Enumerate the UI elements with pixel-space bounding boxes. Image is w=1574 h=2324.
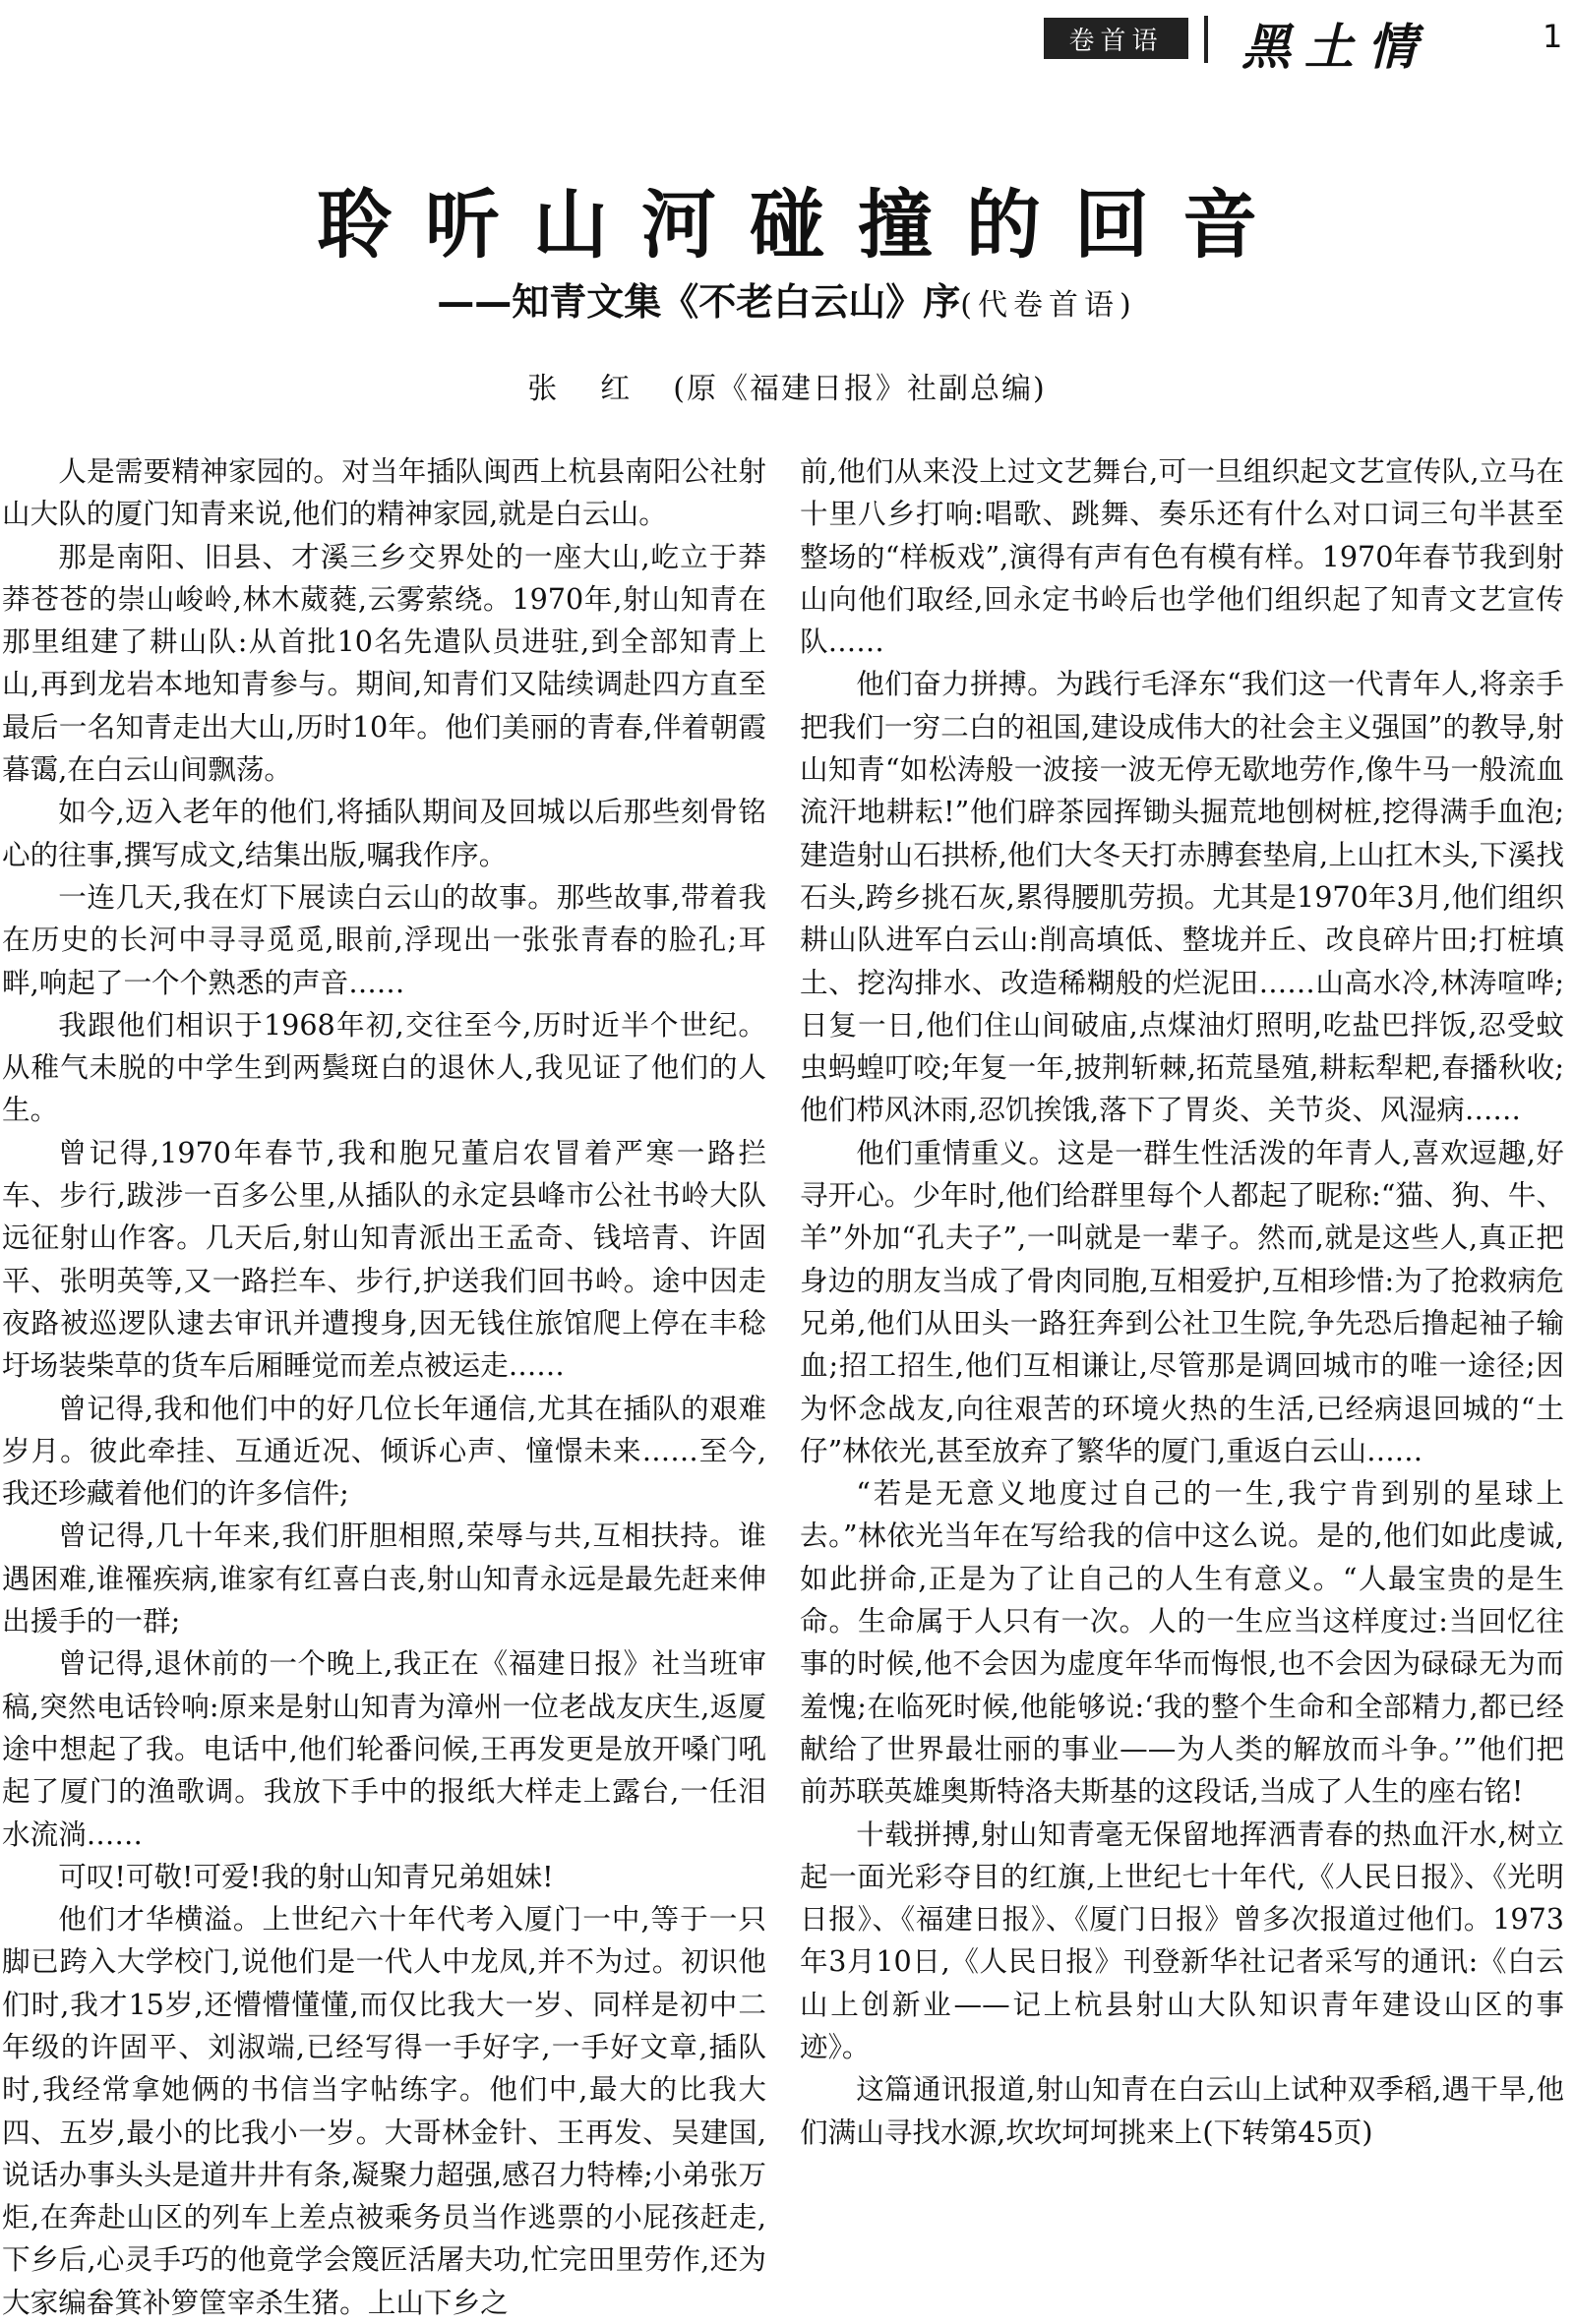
paragraph: 如今,迈入老年的他们,将插队期间及回城以后那些刻骨铭心的往事,撰写成文,结集出版,嘱我作序。	[2, 795, 766, 871]
right-column	[800, 450, 1564, 2280]
section-label: 卷首语	[1044, 18, 1188, 59]
paragraph: 我跟他们相识于1968年初,交往至今,历时近半个世纪。从稚气未脱的中学生到两鬓斑白的退休人,我见证了他们的人生。	[2, 1007, 766, 1127]
author-note: (原《福建日报》社副总编)	[673, 372, 1047, 406]
left-column	[2, 450, 766, 2319]
magazine-logo: 黑土情	[1241, 18, 1430, 76]
paragraph: 曾记得,我和他们中的好几位长年通信,尤其在插队的艰难岁月。彼此牵挂、互通近况、倾诉心声、憧憬未来……至今,我还珍藏着他们的许多信件;	[2, 1391, 766, 1511]
paragraph: “若是无意义地度过自己的一生,我宁肯到别的星球上去。”林依光当年在写给我的信中这么说。是的,他们如此虔诚,如此拼命,正是为了让自己的人生有意义。“人最宝贵的是生命。生命属于人只有一次。人的一生应当这样度过:当回忆往事的时候,他不会因为虚度年华而悔恨,也不会因为碌碌无为而羞愧;在临死时候,他能够说:‘我的整个生命和全部精力,都已经献给了世界最壮丽的事业——为人类的解放而斗争。’”他们把前苏联英雄奥斯特洛夫斯基的这段话,当成了人生的座右铭!	[800, 1476, 1564, 1809]
byline	[0, 364, 1574, 407]
article-title: 聆听山河碰撞的回音	[317, 181, 1291, 268]
paragraph: 曾记得,几十年来,我们肝胆相照,荣辱与共,互相扶持。谁遇困难,谁罹疾病,谁家有红喜白丧,射山知青永远是最先赶来伸出援手的一群;	[2, 1519, 766, 1639]
paragraph: 曾记得,1970年春节,我和胞兄董启农冒着严寒一路拦车、步行,跋涉一百多公里,从插队的永定县峰市公社书岭大队远征射山作客。几天后,射山知青派出王孟奇、钱培青、许固平、张明英等,又一路拦车、步行,护送我们回书岭。途中因走夜路被巡逻队逮去审讯并遭搜身,因无钱住旅馆爬上停在丰稔圩场装柴草的货车后厢睡觉而差点被运走……	[2, 1135, 766, 1383]
paragraph: 那是南阳、旧县、才溪三乡交界处的一座大山,屹立于莽莽苍苍的崇山峻岭,林木葳蕤,云雾萦绕。1970年,射山知青在那里组建了耕山队:从首批10名先遣队员进驻,到全部知青上山,再到龙岩本地知青参与。期间,知青们又陆续调赴四方直至最后一名知青走出大山,历时10年。他们美丽的青春,伴着朝霞暮霭,在白云山间飘荡。	[2, 539, 766, 787]
subtitle-note: (代卷首语)	[960, 288, 1137, 323]
paragraph: 曾记得,退休前的一个晚上,我正在《福建日报》社当班审稿,突然电话铃响:原来是射山知青为漳州一位老战友庆生,返厦途中想起了我。电话中,他们轮番问候,王再发更是放开嗓门吼起了厦门的渔歌调。我放下手中的报纸大样走上露台,一任泪水流淌……	[2, 1646, 766, 1851]
paragraph: 他们才华横溢。上世纪六十年代考入厦门一中,等于一只脚已跨入大学校门,说他们是一代人中龙凤,并不为过。初识他们时,我才15岁,还懵懵懂懂,而仅比我大一岁、同样是初中二年级的许固平、刘淑端,已经写得一手好字,一手好文章,插队时,我经常拿她俩的书信当字帖练字。他们中,最大的比我大四、五岁,最小的比我小一岁。大哥林金针、王再发、吴建国,说话办事头头是道井井有条,凝聚力超强,感召力特棒;小弟张万炬,在奔赴山区的列车上差点被乘务员当作逃票的小屁孩赶走,下乡后,心灵手巧的他竟学会篾匠活屠夫功,忙完田里劳作,还为大家编畚箕补箩筐宰杀生猪。上山下乡之	[2, 1902, 766, 2319]
paragraph-continued: 前,他们从来没上过文艺舞台,可一旦组织起文艺宣传队,立马在十里八乡打响:唱歌、跳舞、奏乐还有什么对口词三句半甚至整场的“样板戏”,演得有声有色有模有样。1970年春节我到射山向他们取经,回永定书岭后也学他们组织起了知青文艺宣传队……	[800, 454, 1564, 659]
paragraph: 十载拼搏,射山知青毫无保留地挥洒青春的热血汗水,树立起一面光彩夺目的红旗,上世纪七十年代,《人民日报》、《光明日报》、《福建日报》、《厦门日报》曾多次报道过他们。1973年3月10日,《人民日报》刊登新华社记者采写的通讯:《白云山上创新业——记上杭县射山大队知识青年建设山区的事迹》。	[800, 1817, 1564, 2063]
page-header	[0, 0, 1574, 79]
subtitle-main: ——知青文集《不老白云山》序	[437, 280, 961, 324]
paragraph: 这篇通讯报道,射山知青在白云山上试种双季稻,遇干旱,他们满山寻找水源,坎坎坷坷挑来上(下转第45页)	[800, 2072, 1564, 2149]
paragraph: 他们重情重义。这是一群生性活泼的年青人,喜欢逗趣,好寻开心。少年时,他们给群里每个人都起了昵称:“猫、狗、牛、羊”外加“孔夫子”,一叫就是一辈子。然而,就是这些人,真正把身边的朋友当成了骨肉同胞,互相爱护,互相珍惜:为了抢救病危兄弟,他们从田头一路狂奔到公社卫生院,争先恐后撸起袖子输血;招工招生,他们互相谦让,尽管那是调回城市的唯一途径;因为怀念战友,向往艰苦的环境火热的生活,已经病退回城的“土仔”林依光,甚至放弃了繁华的厦门,重返白云山……	[800, 1135, 1564, 1467]
paragraph: 人是需要精神家园的。对当年插队闽西上杭县南阳公社射山大队的厦门知青来说,他们的精神家园,就是白云山。	[2, 454, 766, 531]
paragraph: 一连几天,我在灯下展读白云山的故事。那些故事,带着我在历史的长河中寻寻觅觅,眼前,浮现出一张张青春的脸孔;耳畔,响起了一个个熟悉的声音……	[2, 879, 766, 999]
paragraph: 可叹!可敬!可爱!我的射山知青兄弟姐妹!	[58, 1859, 554, 1893]
author-name: 张红	[527, 372, 674, 406]
header-divider	[1204, 16, 1208, 63]
paragraph: 他们奋力拼搏。为践行毛泽东“我们这一代青年人,将亲手把我们一穷二白的祖国,建设成伟大的社会主义强国”的教导,射山知青“如松涛般一波接一波无停无歇地劳作,像牛马一般流血流汗地耕耘!”他们辟茶园挥锄头掘荒地刨树桩,挖得满手血泡;建造射山石拱桥,他们大冬天打赤膊套垫肩,上山扛木头,下溪找石头,跨乡挑石灰,累得腰肌劳损。尤其是1970年3月,他们组织耕山队进军白云山:削高填低、整垅并丘、改良碎片田;打桩填土、挖沟排水、改造稀糊般的烂泥田……山高水冷,林涛喧哗;日复一日,他们住山间破庙,点煤油灯照明,吃盐巴拌饭,忍受蚊虫蚂蝗叮咬;年复一年,披荆斩棘,拓荒垦殖,耕耘犁耙,春播秋收;他们栉风沐雨,忍饥挨饿,落下了胃炎、关节炎、风湿病……	[800, 667, 1564, 1127]
page-number: 1	[1543, 18, 1563, 55]
article-subtitle	[0, 271, 1574, 326]
